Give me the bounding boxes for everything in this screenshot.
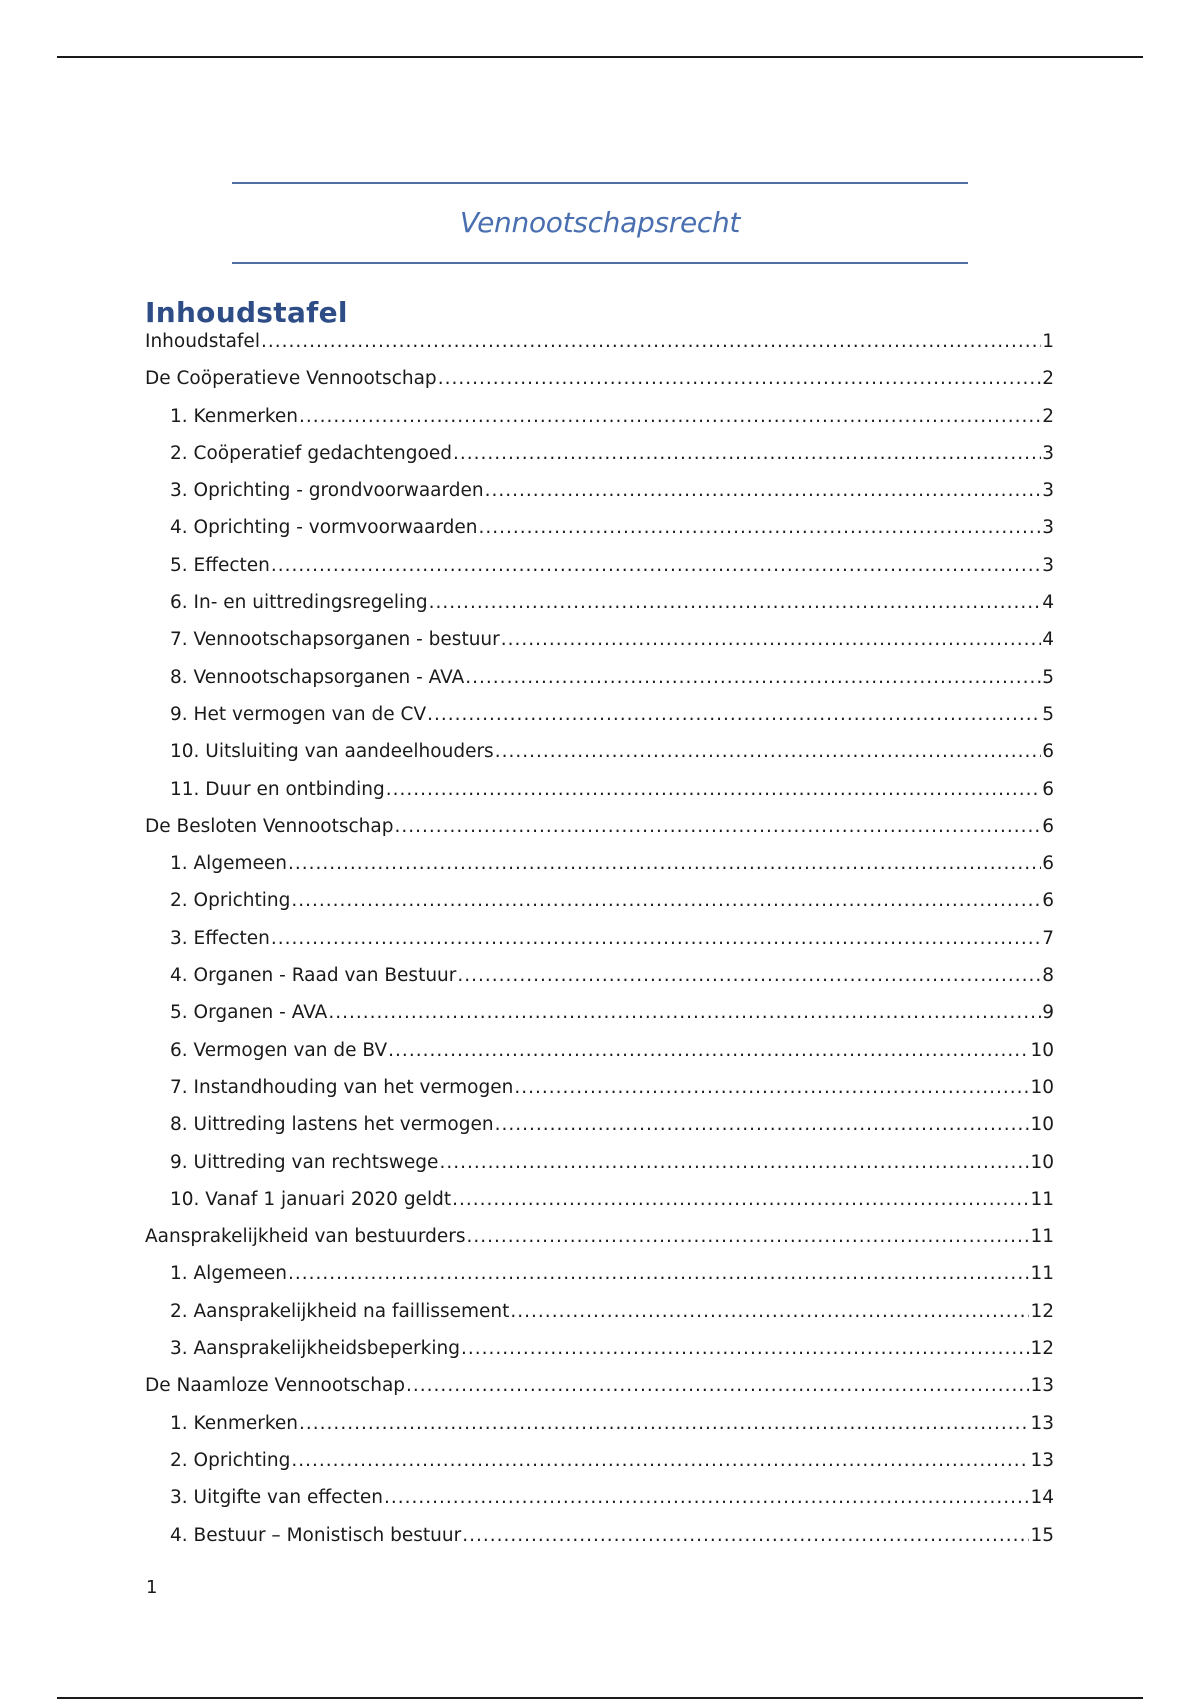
toc-entry-page: 9	[1042, 1002, 1054, 1024]
toc-entry-title: 5. Effecten	[170, 554, 270, 576]
toc-entry-title: 3. Aansprakelijkheidsbeperking	[170, 1338, 460, 1360]
toc-entry[interactable]	[145, 1152, 1054, 1189]
toc-entry-title: 2. Oprichting	[170, 1449, 291, 1471]
toc-entry[interactable]	[145, 1413, 1054, 1450]
toc-dot-leader	[495, 1114, 1030, 1135]
toc-entry[interactable]	[145, 1077, 1054, 1114]
toc-entry-page: 11	[1030, 1188, 1054, 1210]
toc-entry[interactable]	[145, 480, 1054, 517]
toc-entry-page: 14	[1030, 1487, 1054, 1509]
toc-entry[interactable]	[145, 853, 1054, 890]
page-bottom-rule	[57, 1697, 1143, 1699]
toc-entry[interactable]	[145, 928, 1054, 965]
toc-dot-leader	[461, 1338, 1030, 1359]
toc-entry-title: Inhoudstafel	[145, 331, 260, 352]
toc-dot-leader	[384, 1487, 1029, 1508]
toc-entry-title: 4. Oprichting - vormvoorwaarden	[170, 517, 478, 539]
toc-entry-title: De Coöperatieve Vennootschap	[145, 368, 437, 390]
toc-entry-page: 10	[1030, 1039, 1054, 1061]
toc-entry-page: 4	[1042, 629, 1054, 651]
toc-entry-page: 5	[1042, 666, 1054, 688]
toc-entry-page: 15	[1030, 1524, 1054, 1546]
toc-entry-title: 3. Oprichting - grondvoorwaarden	[170, 480, 484, 502]
toc-entry-page: 3	[1042, 480, 1054, 502]
table-of-contents	[145, 331, 1054, 1562]
toc-entry-title: 8. Vennootschapsorganen - AVA	[170, 666, 465, 688]
document-title: Vennootschapsrecht	[459, 206, 741, 239]
title-block	[232, 182, 968, 264]
toc-dot-leader	[291, 890, 1041, 911]
toc-dot-leader	[406, 1375, 1029, 1396]
toc-dot-leader	[462, 1525, 1029, 1546]
toc-entry[interactable]	[145, 816, 1054, 853]
toc-entry-page: 8	[1042, 965, 1054, 987]
toc-entry-title: 1. Kenmerken	[170, 405, 299, 427]
toc-entry[interactable]	[145, 1263, 1054, 1300]
toc-entry-page: 11	[1030, 1263, 1054, 1285]
toc-entry-page: 13	[1030, 1375, 1054, 1397]
toc-entry-title: 11. Duur en ontbinding	[170, 778, 385, 800]
toc-entry[interactable]	[145, 555, 1054, 592]
toc-entry[interactable]	[145, 1487, 1054, 1524]
toc-entry-page: 1	[1042, 331, 1054, 352]
toc-dot-leader	[439, 1152, 1029, 1173]
toc-entry-page: 2	[1042, 368, 1054, 390]
toc-entry[interactable]	[145, 629, 1054, 666]
toc-entry-page: 3	[1042, 442, 1054, 464]
toc-dot-leader	[299, 406, 1041, 427]
toc-dot-leader	[271, 928, 1041, 949]
toc-entry[interactable]	[145, 443, 1054, 480]
toc-entry-title: 2. Oprichting	[170, 890, 291, 912]
toc-entry-page: 6	[1042, 778, 1054, 800]
toc-entry-page: 13	[1030, 1412, 1054, 1434]
toc-entry[interactable]	[145, 890, 1054, 927]
toc-heading: Inhoudstafel	[145, 296, 348, 329]
toc-entry[interactable]	[145, 331, 1054, 368]
toc-entry-title: 9. Uittreding van rechtswege	[170, 1151, 439, 1173]
toc-entry-title: 3. Effecten	[170, 927, 270, 949]
toc-entry[interactable]	[145, 368, 1054, 405]
toc-dot-leader	[485, 480, 1042, 501]
toc-dot-leader	[429, 592, 1042, 613]
toc-entry-title: 4. Bestuur – Monistisch bestuur	[170, 1524, 462, 1546]
toc-entry[interactable]	[145, 779, 1054, 816]
toc-dot-leader	[288, 1263, 1029, 1284]
toc-entry[interactable]	[145, 1450, 1054, 1487]
toc-entry-title: 3. Uitgifte van effecten	[170, 1487, 383, 1509]
toc-entry-page: 12	[1030, 1300, 1054, 1322]
toc-dot-leader	[467, 1226, 1030, 1247]
toc-entry-page: 10	[1030, 1114, 1054, 1136]
toc-entry[interactable]	[145, 1525, 1054, 1562]
toc-entry-title: 5. Organen - AVA	[170, 1002, 328, 1024]
toc-entry-title: 1. Kenmerken	[170, 1412, 299, 1434]
toc-entry-page: 10	[1030, 1151, 1054, 1173]
toc-dot-leader	[291, 1450, 1029, 1471]
toc-entry-page: 3	[1042, 554, 1054, 576]
toc-dot-leader	[465, 667, 1041, 688]
toc-entry[interactable]	[145, 1301, 1054, 1338]
toc-entry-title: 7. Instandhouding van het vermogen	[170, 1076, 514, 1098]
toc-entry[interactable]	[145, 1338, 1054, 1375]
toc-dot-leader	[386, 779, 1041, 800]
toc-entry[interactable]	[145, 741, 1054, 778]
toc-entry-title: 7. Vennootschapsorganen - bestuur	[170, 629, 500, 651]
toc-entry[interactable]	[145, 1114, 1054, 1151]
toc-entry-page: 4	[1042, 592, 1054, 614]
toc-entry-page: 6	[1042, 853, 1054, 875]
toc-dot-leader	[510, 1301, 1029, 1322]
toc-entry-page: 6	[1042, 741, 1054, 763]
toc-dot-leader	[288, 853, 1041, 874]
page-top-rule	[57, 56, 1143, 58]
toc-entry-title: 2. Aansprakelijkheid na faillissement	[170, 1300, 510, 1322]
toc-entry-title: Aansprakelijkheid van bestuurders	[145, 1226, 466, 1248]
toc-entry-title: 4. Organen - Raad van Bestuur	[170, 965, 457, 987]
toc-entry-page: 6	[1042, 815, 1054, 837]
toc-dot-leader	[452, 1189, 1029, 1210]
toc-dot-leader	[271, 555, 1041, 576]
toc-entry[interactable]	[145, 1375, 1054, 1412]
toc-entry-title: 6. In- en uittredingsregeling	[170, 592, 428, 614]
toc-dot-leader	[453, 443, 1041, 464]
toc-entry-title: 2. Coöperatief gedachtengoed	[170, 442, 452, 464]
toc-entry-page: 10	[1030, 1076, 1054, 1098]
toc-entry-title: 8. Uittreding lastens het vermogen	[170, 1114, 494, 1136]
toc-entry[interactable]	[145, 406, 1054, 443]
toc-entry[interactable]	[145, 517, 1054, 554]
toc-entry-page: 3	[1042, 517, 1054, 539]
toc-entry[interactable]	[145, 1226, 1054, 1263]
toc-entry-page: 11	[1030, 1226, 1054, 1248]
toc-dot-leader	[438, 368, 1042, 389]
toc-dot-leader	[388, 1040, 1029, 1061]
toc-entry-page: 2	[1042, 405, 1054, 427]
toc-dot-leader	[427, 704, 1041, 725]
toc-entry[interactable]	[145, 1002, 1054, 1039]
toc-entry-title: 1. Algemeen	[170, 853, 287, 875]
toc-entry-page: 7	[1042, 927, 1054, 949]
toc-entry-page: 5	[1042, 703, 1054, 725]
title-bottom-rule	[232, 262, 968, 264]
toc-entry-page: 6	[1042, 890, 1054, 912]
toc-dot-leader	[478, 517, 1041, 538]
toc-entry[interactable]	[145, 704, 1054, 741]
toc-dot-leader	[514, 1077, 1029, 1098]
toc-entry[interactable]	[145, 592, 1054, 629]
toc-entry[interactable]	[145, 965, 1054, 1002]
toc-dot-leader	[261, 331, 1041, 352]
toc-entry[interactable]	[145, 667, 1054, 704]
toc-entry-title: De Naamloze Vennootschap	[145, 1375, 406, 1397]
toc-entry-title: De Besloten Vennootschap	[145, 815, 394, 837]
page-number: 1	[146, 1577, 158, 1598]
toc-dot-leader	[495, 741, 1042, 762]
toc-entry-title: 6. Vermogen van de BV	[170, 1039, 388, 1061]
toc-dot-leader	[328, 1002, 1041, 1023]
toc-entry-title: 1. Algemeen	[170, 1263, 287, 1285]
toc-entry[interactable]	[145, 1040, 1054, 1077]
toc-entry-title: 10. Vanaf 1 januari 2020 geldt	[170, 1188, 452, 1210]
toc-dot-leader	[457, 965, 1041, 986]
toc-entry-title: 10. Uitsluiting van aandeelhouders	[170, 741, 494, 763]
toc-entry-page: 12	[1030, 1338, 1054, 1360]
toc-dot-leader	[299, 1413, 1029, 1434]
toc-entry-title: 9. Het vermogen van de CV	[170, 703, 427, 725]
toc-dot-leader	[501, 629, 1041, 650]
toc-entry[interactable]	[145, 1189, 1054, 1226]
toc-entry-page: 13	[1030, 1449, 1054, 1471]
toc-dot-leader	[394, 816, 1041, 837]
